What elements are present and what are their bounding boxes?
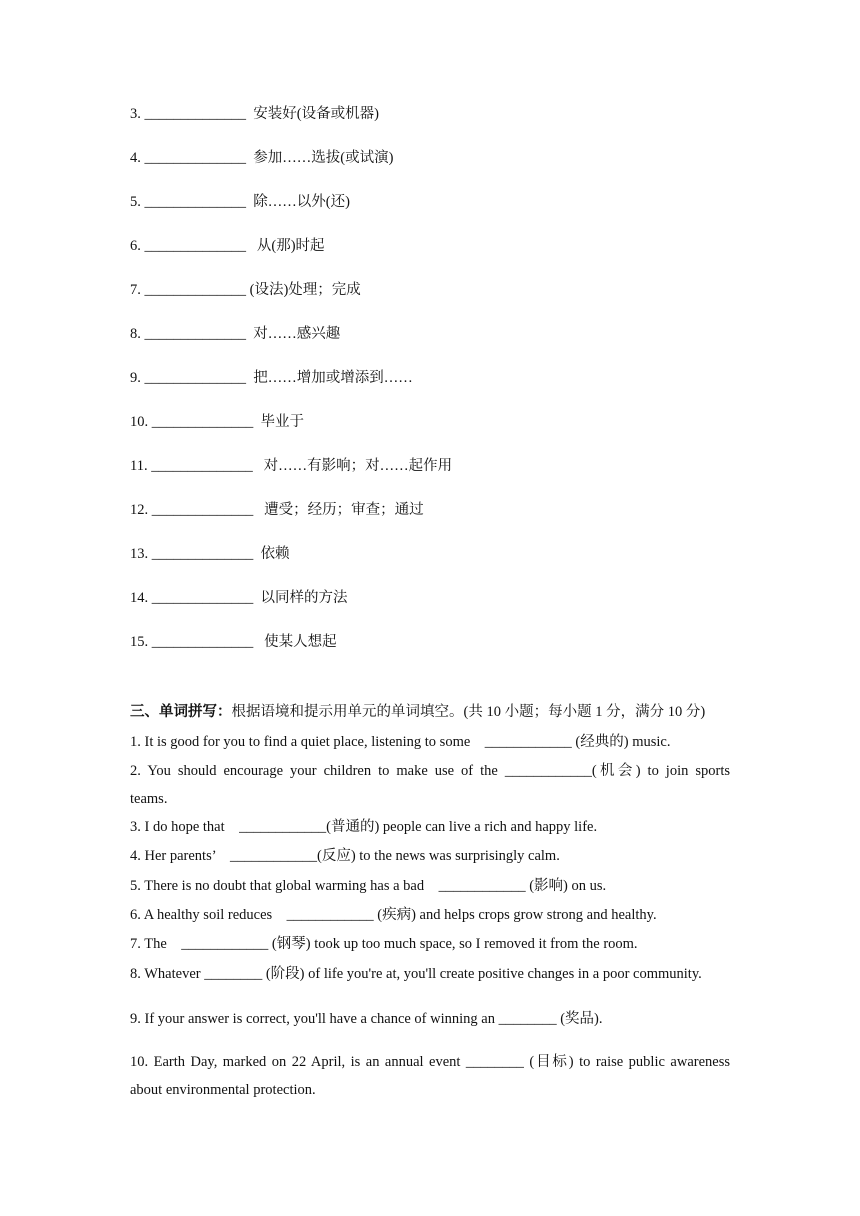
question-item-continuation: about environmental protection. xyxy=(130,1082,316,1098)
phrase-item: 5. ______________ 除……以外(还) xyxy=(130,194,350,210)
phrase-item: 6. ______________ 从(那)时起 xyxy=(130,238,325,254)
question-item-continuation: teams. xyxy=(130,791,168,807)
phrase-item: 3. ______________ 安装好(设备或机器) xyxy=(130,106,379,122)
section-heading xyxy=(130,702,705,722)
phrase-item: 11. ______________ 对……有影响；对……起作用 xyxy=(130,458,453,474)
question-item: 10. Earth Day, marked on 22 April, is an annual event ________ (目标) to raise public awareness xyxy=(130,1054,730,1070)
section-title: 三、单词拼写： xyxy=(130,704,232,720)
question-item: 4. Her parents’ ____________(反应) to the news was surprisingly calm. xyxy=(130,848,560,864)
phrase-item: 14. ______________ 以同样的方法 xyxy=(130,590,348,606)
phrase-item: 4. ______________ 参加……选拔(或试演) xyxy=(130,150,394,166)
phrase-item: 8. ______________ 对……感兴趣 xyxy=(130,326,341,342)
question-item: 5. There is no doubt that global warming has a bad ____________ (影响) on us. xyxy=(130,878,607,894)
phrase-item: 9. ______________ 把……增加或增添到…… xyxy=(130,370,413,386)
section-instructions: 根据语境和提示用单元的单词填空。(共 10 小题；每小题 1 分，满分 10 分) xyxy=(231,704,706,720)
question-item: 9. If your answer is correct, you'll have a chance of winning an ________ (奖品). xyxy=(130,1011,603,1027)
question-item: 8. Whatever ________ (阶段) of life you're at, you'll create positive changes in a poor community. xyxy=(130,966,702,982)
question-item: 6. A healthy soil reduces ____________ (疾病) and helps crops grow strong and healthy. xyxy=(130,907,657,923)
phrase-item: 15. ______________ 使某人想起 xyxy=(130,634,337,650)
question-item: 1. It is good for you to find a quiet place, listening to some ____________ (经典的) music. xyxy=(130,734,671,750)
phrase-item: 12. ______________ 遭受；经历；审查；通过 xyxy=(130,502,424,518)
phrase-item: 7. ______________ (设法)处理；完成 xyxy=(130,282,361,298)
question-item: 3. I do hope that ____________(普通的) people can live a rich and happy life. xyxy=(130,819,598,835)
question-item: 7. The ____________ (钢琴) took up too much space, so I removed it from the room. xyxy=(130,936,638,952)
question-item: 2. You should encourage your children to make use of the ____________(机会) to join sports xyxy=(130,763,730,779)
phrase-item: 10. ______________ 毕业于 xyxy=(130,414,304,430)
phrase-item: 13. ______________ 依赖 xyxy=(130,546,290,562)
